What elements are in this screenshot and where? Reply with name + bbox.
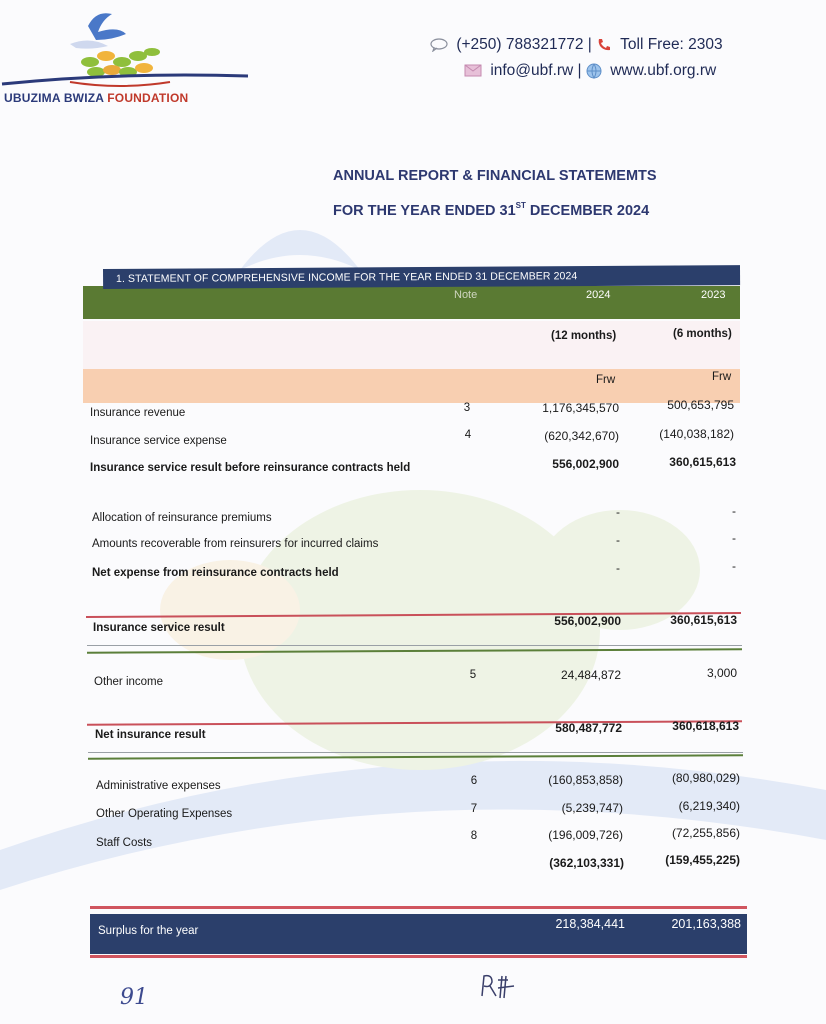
email-link[interactable]: info@ubf.rw | [490, 62, 582, 79]
row-value-2024: 556,002,900 [552, 457, 619, 471]
handwritten-page-mark: 91 [120, 985, 148, 1010]
row-value-2024: 556,002,900 [554, 614, 621, 628]
expense-total-2023: (159,455,225) [665, 853, 740, 867]
period-2023: (6 months) [673, 328, 732, 340]
row-value-2023: - [732, 531, 736, 545]
column-note-header: Note [454, 289, 478, 301]
row-note: 5 [469, 669, 477, 681]
row-note: 3 [463, 402, 471, 414]
row-value-2023: 360,618,613 [672, 719, 739, 733]
row-value-2024: (160,853,858) [548, 773, 623, 787]
row-value-2024: - [616, 561, 620, 575]
surplus-value-2023: 201,163,388 [671, 917, 741, 931]
row-label: Other Operating Expenses [96, 808, 233, 820]
signature-initials [478, 972, 518, 1000]
website-link[interactable]: www.ubf.org.rw [610, 62, 717, 79]
phone-number[interactable]: (+250) 788321772 | [456, 36, 592, 53]
subtitle-pre: FOR THE YEAR ENDED 31 [333, 203, 516, 219]
row-label: Insurance service result [93, 622, 225, 634]
row-label: Allocation of reinsurance premiums [92, 512, 272, 524]
row-note: 4 [464, 429, 472, 441]
row-value-2023: (72,255,856) [671, 826, 740, 840]
row-value-2023: - [732, 559, 736, 573]
row-value-2024: - [616, 533, 620, 547]
subtitle-sup: ST [515, 201, 526, 210]
contact-line-1 [430, 32, 760, 58]
phone-icon [596, 37, 612, 53]
globe-icon [586, 63, 602, 79]
row-value-2024: (5,239,747) [561, 801, 623, 815]
row-note: 6 [470, 775, 478, 787]
row-value-2023: 3,000 [706, 666, 737, 680]
row-value-2024: (620,342,670) [544, 429, 619, 443]
currency-2024: Frw [596, 374, 616, 386]
row-note: 7 [470, 803, 478, 815]
report-subtitle [333, 203, 649, 219]
currency-2023: Frw [712, 371, 732, 383]
row-value-2023: (80,980,029) [671, 771, 740, 785]
divider-green [87, 648, 742, 653]
section-title: 1. STATEMENT OF COMPREHENSIVE INCOME FOR THE YEAR ENDED 31 DECEMBER 2024 [116, 270, 578, 285]
row-value-2023: (6,219,340) [678, 799, 740, 813]
period-band [83, 321, 740, 369]
row-label: Net insurance result [95, 729, 206, 741]
row-value-2023: 360,615,613 [669, 455, 736, 469]
row-value-2023: (140,038,182) [659, 427, 734, 441]
surplus-value-2024: 218,384,441 [555, 917, 625, 931]
divider-green [88, 754, 743, 759]
column-header-bar [83, 286, 740, 319]
surplus-stripe-bottom [90, 955, 747, 958]
toll-free-number[interactable]: Toll Free: 2303 [620, 36, 723, 53]
expense-total-2024: (362,103,331) [549, 856, 624, 870]
row-value-2024: (196,009,726) [548, 828, 623, 842]
chat-bubble-icon [430, 38, 448, 52]
report-title: ANNUAL REPORT & FINANCIAL STATEMEMTS [333, 168, 657, 184]
contact-line-2 [430, 58, 760, 84]
envelope-icon [464, 64, 482, 77]
row-label: Staff Costs [96, 837, 153, 849]
subtitle-post: DECEMBER 2024 [525, 203, 650, 219]
row-label: Insurance service result before reinsurance contracts held [90, 462, 411, 474]
column-2023-header: 2023 [701, 289, 726, 301]
surplus-stripe-top [90, 906, 747, 909]
row-label: Net expense from reinsurance contracts held [92, 567, 339, 579]
row-value-2023: 360,615,613 [670, 613, 737, 627]
period-2024: (12 months) [551, 330, 617, 342]
row-label: Other income [94, 676, 164, 688]
row-label: Administrative expenses [96, 780, 221, 792]
row-value-2023: 500,653,795 [667, 398, 734, 412]
row-value-2024: 1,176,345,570 [542, 401, 619, 415]
org-name-part2: FOUNDATION [107, 91, 189, 105]
column-2024-header: 2024 [586, 289, 611, 301]
row-value-2024: - [616, 505, 620, 519]
contact-info [430, 32, 760, 84]
organization-name [4, 91, 188, 105]
divider-gray [88, 752, 743, 753]
row-label: Amounts recoverable from reinsurers for incurred claims [92, 538, 379, 550]
leaf-cluster-icon [81, 48, 160, 77]
row-label: Insurance service expense [90, 435, 227, 447]
divider-gray [87, 645, 742, 646]
row-value-2024: 24,484,872 [560, 668, 621, 682]
org-name-part1: UBUZIMA BWIZA [4, 91, 104, 105]
surplus-label: Surplus for the year [98, 925, 199, 937]
row-value-2023: - [732, 504, 736, 518]
row-label: Insurance revenue [90, 407, 186, 419]
row-note: 8 [470, 830, 478, 842]
row-value-2024: 580,487,772 [555, 721, 622, 735]
